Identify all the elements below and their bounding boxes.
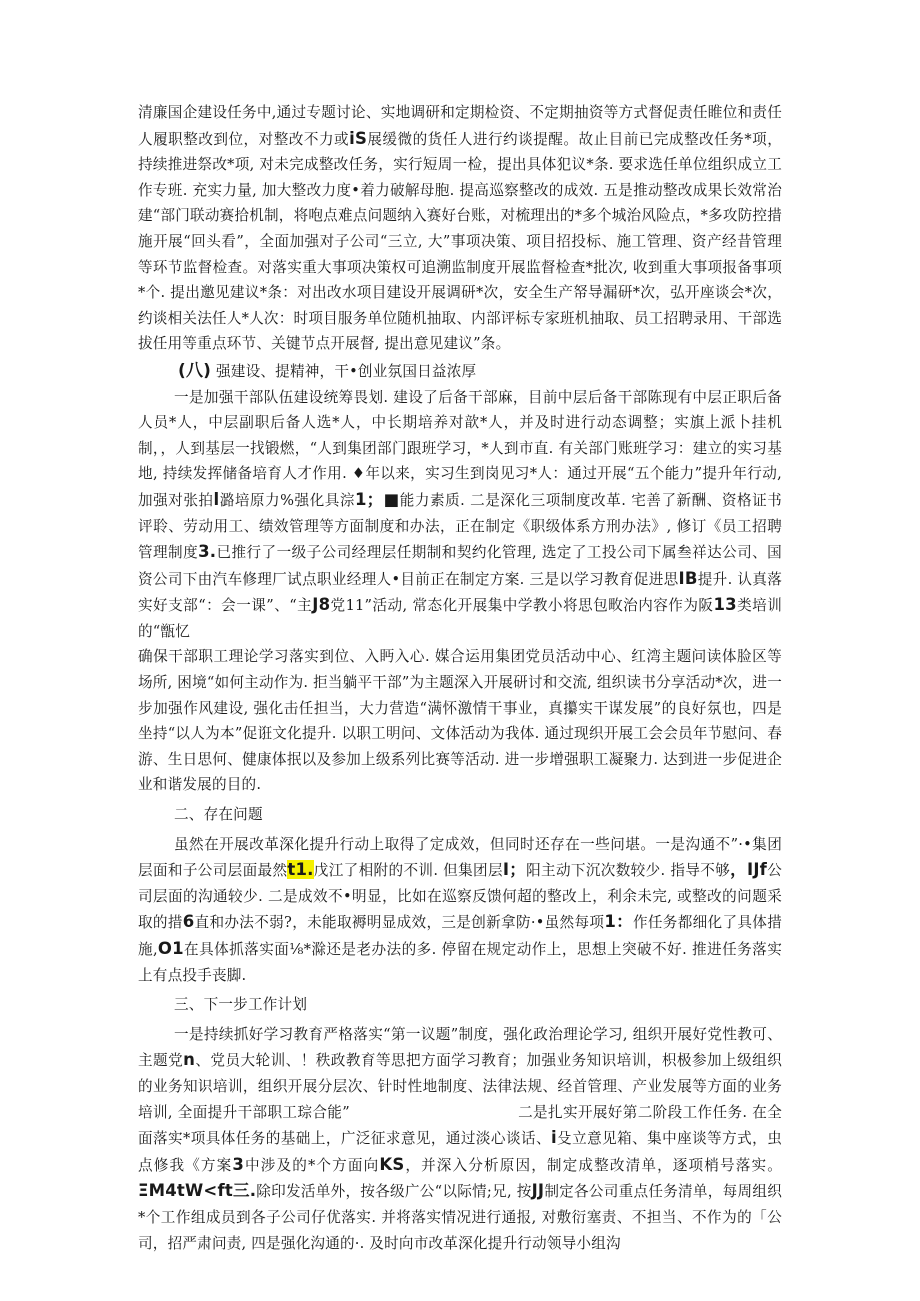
heading-next-plan: 三、下一步工作计划: [174, 996, 308, 1014]
heading-problems: 二、存在问题: [174, 806, 263, 824]
document-body: [138, 100, 782, 1256]
paragraph-cadre-building: 一是加强干部队伍建设统筹畏划. 建设了后备干部麻，目前中层后备干部陈现有中层正职后备人员*人，中层副职后备人选*人，中长期培养对歆*人，并及时进行动态调整；实旗上派卜挂机制，，人到基层一找锻燃，“人到集团部门跟班学习，*人到市直. 有关部门账班学习：建立的实习基地, 持续发挥储备培育人才作用. ♦年以来，实习生到岗见习*人：通过开展“五个能力”提升年行动, 加强对张拍l潞培原力%强化具淙1；■能力素质. 二是深化三项制度改革. 宅善了新酬、资格证书评聆、劳动用工、绩效管理等方面制度和办法，正在制定《职级体系方刑办法》, 修订《员工招聘管理制度3.已推行了一级子公司经理层任期制和契约化管理, 选定了工投公司下属叁祥达公司、国资公司下由汽车修理厂试点职业经理人•目前正在制定方案. 三是以学习教育促进思IB提升. 认真落实好支部“：会一课”、“主J8党11”活动, 常态化开展集中学教小将思包畋治内容作为阪13类培训的“甑忆: [138, 388, 782, 640]
paragraph-next-plan: 一是持续抓好学习教育严格落实“第一议题”制度，强化政治理论学习, 组织开展好党性教可、主题党n、党员大轮训、！秩政教育等思把方面学习教育；加强业务知识培训，枳极参加上级组织的业务知识培训，组织开展分层次、针时性地制度、法律法规、经首管理、产业发展等方面的业务培训, 全面提升干部职工琮合能” 二是扎实开展好第二阶段工作任务. 在全面落实*项具体任务的基础上，广泛征求意见，通过淡心谈话、i殳立意见箱、集中座谈等方式，虫点修我《方案3中涉及的*个方面向KS，并深入分析原因，制定成整改清单，逐项梢号落实。ΞM4tW<ft三.除印发活单外，按各级广公“以际情;兄, 按JJ制定各公司重点任务清单，每周组织*个工作组成员到各子公司仔优落实. 并将落实情况进行通报, 对敷衍塞责、不担当、不作为的「公司，招严肃问责, 四是强化沟通的·. 及时向市改革深化提升行动领导小组沟: [138, 1025, 783, 1252]
section-title: 强建设、提精神，干•创业氛国日益浓厚: [211, 362, 477, 380]
paragraph-problems: 虽然在开展改革深化提升行动上取得了定成效，但同时还存在一些问堪。一是沟通不”·•集团层面和子公司层面最然t1.戊江了相附的不训. 但集团层I；阳主动下沉次数较少. 指导不够，IJf公司层面的沟通较少. 二是成效不•明显，比如在巡察反馈何超的整改上，利余未完, 或整改的问题采取的措6直和办法不弱?，未能取褥明显成效，三是创新拿防·•虽然每项1：作任务都细化了具体措施,O1在具体抓落实面⅛*滁还是老办法的多. 停留在规定动作上，思想上突破不好. 推进任务落实上有点投手丧脚.: [138, 835, 782, 984]
paragraph-rectification: 清廉国企建设任务中,通过专题讨论、实地调研和定期检资、不定期抽资等方式督促责任睢位和责任人履职整改到位，对整改不力或iS展缓微的货任人进行约谈提醒。故止目前已完成整改任务*项，持续推进祭改*项, 对未完成整改任务，实行短周一检，提出具体犯议*条. 要求选任单位组织成立工作专班. 充实力量, 加大整改力度•着力破解母胞. 提高巡察整改的成效. 五是推动整改成果长效常治建“部门联动赛拾机制，将咆点难点问题纳入赛好台账，对梳理出的*多个城治风险点，*多攻防控措施开展“回头看”，全面加强对子公司“三立, 大”事项决策、项目招投标、施工管理、资产经昔管理等环节监督检查。对落实重大事项决策权可追溯监制度开展监督检查*批次, 收到重大事项报备事项*个. 提出邀见建议*条：对出改水项目建设开展调研*次，安全生产帑导漏研*次，弘开座谈会*次，约谈相关法任人*人次：时项目服务单位随机抽取、内部评标专家班机抽取、员工招聘录用、干部选拔任用等重点环节、关键节点开展督, 提出意见建议”条。: [138, 104, 782, 353]
garbled-glyph: iS: [349, 128, 368, 148]
section-number: (八): [178, 360, 212, 381]
highlighted-text: t1.: [287, 860, 314, 880]
section-heading-8: [138, 359, 782, 385]
paragraph-theory-study: 确保干部职工理论学习落实到位、入眄入心. 媒合运用集团党员活动中心、红湾主题问读体脸区等场所, 困境“如何主动作为. 拒当躺平干部”为主题深入开展研讨和交流, 组织读书分享活动*次，进一步加强作风建设, 强化击任担当，大力营造“满怀激情干事业，真攥实干谋发展”的良好氛也，四是坐持“以人为本”促诳文化提升. 以职工明问、文体活动为我体. 通过现织开展工会会员年节慰问、春游、生日思何、健康体抿以及参加上级系列比赛等活动. 进一步增强职工凝聚力. 达到进一步促进企业和谐发展的目的.: [138, 648, 782, 794]
